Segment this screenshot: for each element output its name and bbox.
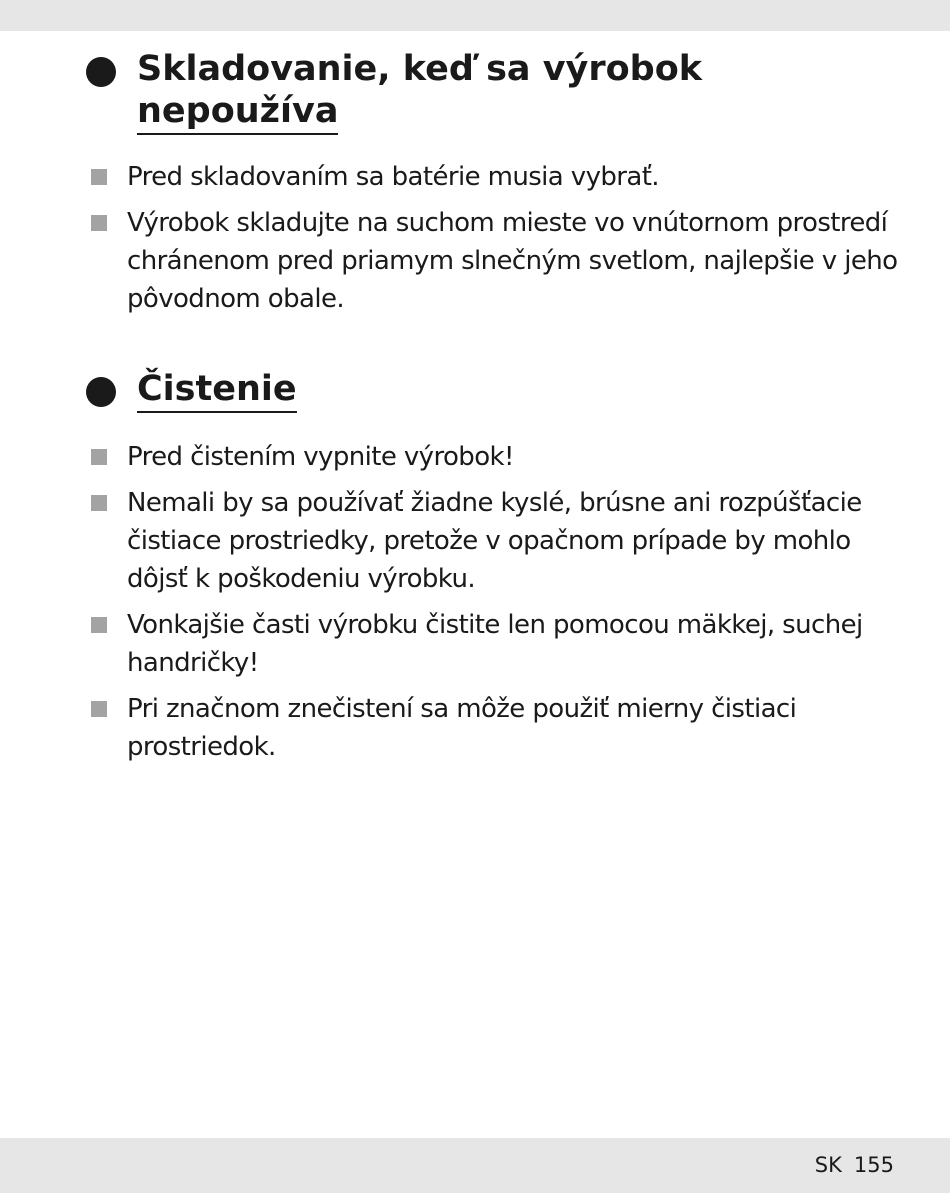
list-item bbox=[0, 204, 917, 318]
square-bullet-icon bbox=[91, 449, 107, 465]
list-item bbox=[0, 606, 917, 682]
list-item-text: Nemali by sa používať žiadne kyslé, brúsne ani rozpúšťacie čistiace prostriedky, pretože v opačnom prípade by mohlo dôjsť k poškodeniu výrobku. bbox=[127, 488, 862, 594]
heading-line: nepoužíva bbox=[137, 90, 338, 135]
page-footer bbox=[815, 1152, 894, 1178]
list-item-text: Pred čistením vypnite výrobok! bbox=[127, 442, 514, 472]
section-heading bbox=[137, 368, 297, 413]
footer-page-number: 155 bbox=[853, 1153, 894, 1177]
bottom-band bbox=[0, 1138, 950, 1193]
square-bullet-icon bbox=[91, 215, 107, 231]
top-band bbox=[0, 0, 950, 31]
bullet-list bbox=[0, 438, 917, 774]
list-item-text: Vonkajšie časti výrobku čistite len pomocou mäkkej, suchej handričky! bbox=[127, 610, 863, 678]
footer-language-code: SK bbox=[814, 1153, 842, 1177]
bullet-list bbox=[0, 158, 917, 326]
list-item bbox=[0, 690, 917, 766]
list-item bbox=[0, 438, 917, 476]
heading-line: Skladovanie, keď sa výrobok bbox=[137, 49, 703, 89]
list-item-text: Pri značnom znečistení sa môže použiť mierny čistiaci prostriedok. bbox=[127, 694, 797, 762]
list-item bbox=[0, 158, 917, 196]
square-bullet-icon bbox=[91, 495, 107, 511]
heading-line: Čistenie bbox=[137, 368, 297, 413]
square-bullet-icon bbox=[91, 701, 107, 717]
section-bullet-dot-icon bbox=[86, 377, 116, 407]
section-heading bbox=[137, 48, 702, 135]
list-item-text: Pred skladovaním sa batérie musia vybrať. bbox=[127, 162, 659, 192]
list-item bbox=[0, 484, 917, 598]
list-item-text: Výrobok skladujte na suchom mieste vo vnútornom prostredí chránenom pred priamym slnečným svetlom, najlepšie v jeho pôvodnom obale. bbox=[127, 208, 898, 314]
section-bullet-dot-icon bbox=[86, 57, 116, 87]
square-bullet-icon bbox=[91, 169, 107, 185]
square-bullet-icon bbox=[91, 617, 107, 633]
